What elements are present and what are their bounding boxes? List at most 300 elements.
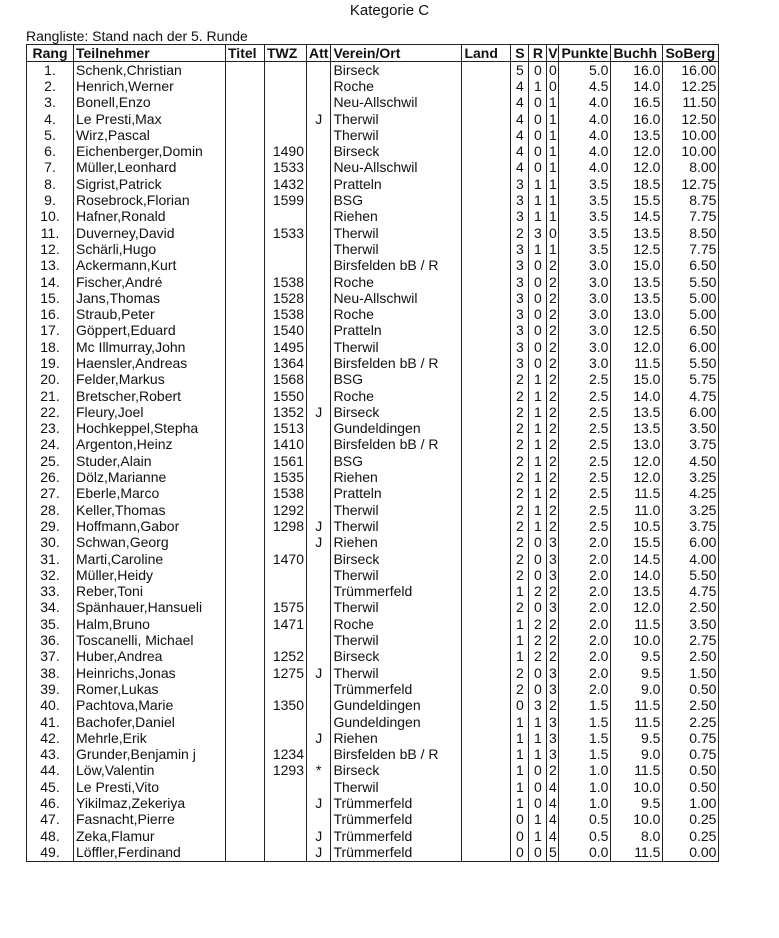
cell-titel xyxy=(226,437,265,453)
cell-s: 2 xyxy=(511,502,529,518)
cell-s: 0 xyxy=(511,812,529,828)
cell-verein: Therwil xyxy=(331,567,462,583)
cell-teilnehmer: Marti,Caroline xyxy=(74,551,226,567)
cell-titel xyxy=(226,600,265,616)
cell-verein: BSG xyxy=(331,192,462,208)
cell-v: 2 xyxy=(547,258,559,274)
cell-teilnehmer: Sigrist,Patrick xyxy=(74,176,226,192)
cell-twz xyxy=(265,111,307,127)
cell-land xyxy=(462,421,511,437)
cell-r: 0 xyxy=(529,681,547,697)
cell-punkte: 2.0 xyxy=(559,584,611,600)
cell-titel xyxy=(226,665,265,681)
col-header-teilnehmer: Teilnehmer xyxy=(74,45,226,62)
cell-r: 0 xyxy=(529,274,547,290)
cell-titel xyxy=(226,616,265,632)
cell-buchh: 16.0 xyxy=(611,111,663,127)
cell-rang: 38. xyxy=(27,665,74,681)
cell-s: 3 xyxy=(511,290,529,306)
cell-punkte: 3.5 xyxy=(559,192,611,208)
cell-r: 1 xyxy=(529,192,547,208)
cell-land xyxy=(462,681,511,697)
cell-punkte: 4.5 xyxy=(559,78,611,94)
cell-twz: 1352 xyxy=(265,404,307,420)
cell-s: 3 xyxy=(511,192,529,208)
cell-land xyxy=(462,241,511,257)
cell-r: 2 xyxy=(529,649,547,665)
page-subtitle: Rangliste: Stand nach der 5. Runde xyxy=(26,28,248,44)
cell-soberg: 6.00 xyxy=(663,535,719,551)
cell-rang: 24. xyxy=(27,437,74,453)
cell-att xyxy=(307,779,331,795)
cell-land xyxy=(462,95,511,111)
page-title: Kategorie C xyxy=(349,2,430,19)
cell-att xyxy=(307,649,331,665)
table-row xyxy=(27,62,719,79)
cell-soberg: 12.50 xyxy=(663,111,719,127)
cell-v: 4 xyxy=(547,779,559,795)
cell-v: 2 xyxy=(547,453,559,469)
cell-buchh: 12.5 xyxy=(611,323,663,339)
cell-soberg: 5.00 xyxy=(663,306,719,322)
col-header-att: Att xyxy=(307,45,331,62)
table-row xyxy=(27,404,719,420)
cell-att xyxy=(307,339,331,355)
cell-buchh: 13.5 xyxy=(611,127,663,143)
table-row xyxy=(27,225,719,241)
cell-verein: Trümmerfeld xyxy=(331,681,462,697)
cell-rang: 37. xyxy=(27,649,74,665)
cell-rang: 40. xyxy=(27,698,74,714)
cell-twz: 1599 xyxy=(265,192,307,208)
cell-rang: 35. xyxy=(27,616,74,632)
cell-rang: 10. xyxy=(27,209,74,225)
cell-land xyxy=(462,78,511,94)
table-row xyxy=(27,551,719,567)
cell-verein: Trümmerfeld xyxy=(331,795,462,811)
table-row xyxy=(27,486,719,502)
table-row xyxy=(27,584,719,600)
table-row xyxy=(27,209,719,225)
cell-titel xyxy=(226,62,265,79)
cell-punkte: 4.0 xyxy=(559,143,611,159)
cell-punkte: 1.5 xyxy=(559,746,611,762)
cell-s: 1 xyxy=(511,584,529,600)
cell-verein: Roche xyxy=(331,388,462,404)
cell-v: 1 xyxy=(547,192,559,208)
cell-v: 2 xyxy=(547,502,559,518)
cell-r: 1 xyxy=(529,486,547,502)
cell-att xyxy=(307,241,331,257)
cell-teilnehmer: Müller,Leonhard xyxy=(74,160,226,176)
cell-land xyxy=(462,795,511,811)
cell-buchh: 11.5 xyxy=(611,844,663,861)
cell-teilnehmer: Löffler,Ferdinand xyxy=(74,844,226,861)
cell-rang: 39. xyxy=(27,681,74,697)
cell-land xyxy=(462,355,511,371)
cell-land xyxy=(462,616,511,632)
cell-buchh: 13.5 xyxy=(611,404,663,420)
cell-twz: 1575 xyxy=(265,600,307,616)
cell-twz: 1538 xyxy=(265,274,307,290)
cell-r: 1 xyxy=(529,421,547,437)
cell-rang: 29. xyxy=(27,518,74,534)
cell-att xyxy=(307,486,331,502)
cell-teilnehmer: Schwan,Georg xyxy=(74,535,226,551)
cell-r: 1 xyxy=(529,518,547,534)
cell-verein: Birseck xyxy=(331,143,462,159)
cell-land xyxy=(462,730,511,746)
cell-teilnehmer: Henrich,Werner xyxy=(74,78,226,94)
cell-teilnehmer: Fischer,André xyxy=(74,274,226,290)
cell-buchh: 14.5 xyxy=(611,209,663,225)
cell-punkte: 2.0 xyxy=(559,551,611,567)
cell-titel xyxy=(226,795,265,811)
cell-s: 2 xyxy=(511,551,529,567)
col-header-soberg: SoBerg xyxy=(663,45,719,62)
cell-titel xyxy=(226,469,265,485)
cell-soberg: 0.75 xyxy=(663,730,719,746)
cell-s: 3 xyxy=(511,306,529,322)
table-row xyxy=(27,763,719,779)
cell-r: 0 xyxy=(529,127,547,143)
cell-punkte: 2.5 xyxy=(559,421,611,437)
cell-land xyxy=(462,763,511,779)
cell-land xyxy=(462,567,511,583)
cell-teilnehmer: Göppert,Eduard xyxy=(74,323,226,339)
cell-v: 0 xyxy=(547,225,559,241)
cell-verein: Birsfelden bB / R xyxy=(331,355,462,371)
cell-buchh: 18.5 xyxy=(611,176,663,192)
cell-buchh: 11.5 xyxy=(611,763,663,779)
cell-titel xyxy=(226,535,265,551)
cell-rang: 7. xyxy=(27,160,74,176)
cell-verein: Birseck xyxy=(331,551,462,567)
cell-buchh: 11.0 xyxy=(611,502,663,518)
cell-soberg: 2.50 xyxy=(663,600,719,616)
cell-punkte: 3.5 xyxy=(559,176,611,192)
cell-titel xyxy=(226,290,265,306)
cell-twz: 1495 xyxy=(265,339,307,355)
cell-buchh: 15.0 xyxy=(611,258,663,274)
cell-soberg: 7.75 xyxy=(663,209,719,225)
cell-teilnehmer: Haensler,Andreas xyxy=(74,355,226,371)
cell-r: 0 xyxy=(529,551,547,567)
cell-twz: 1538 xyxy=(265,306,307,322)
cell-v: 3 xyxy=(547,567,559,583)
cell-teilnehmer: Duverney,David xyxy=(74,225,226,241)
cell-v: 2 xyxy=(547,437,559,453)
cell-rang: 23. xyxy=(27,421,74,437)
cell-punkte: 1.5 xyxy=(559,714,611,730)
cell-twz: 1275 xyxy=(265,665,307,681)
col-header-rang: Rang xyxy=(27,45,74,62)
cell-twz xyxy=(265,844,307,861)
cell-verein: Therwil xyxy=(331,502,462,518)
cell-teilnehmer: Müller,Heidy xyxy=(74,567,226,583)
cell-rang: 45. xyxy=(27,779,74,795)
cell-soberg: 5.50 xyxy=(663,274,719,290)
cell-s: 5 xyxy=(511,62,529,79)
cell-att xyxy=(307,502,331,518)
cell-r: 0 xyxy=(529,844,547,861)
cell-titel xyxy=(226,339,265,355)
cell-verein: Birseck xyxy=(331,763,462,779)
col-header-r: R xyxy=(529,45,547,62)
cell-twz: 1298 xyxy=(265,518,307,534)
cell-v: 1 xyxy=(547,176,559,192)
cell-s: 2 xyxy=(511,388,529,404)
cell-titel xyxy=(226,567,265,583)
cell-punkte: 2.0 xyxy=(559,600,611,616)
cell-rang: 2. xyxy=(27,78,74,94)
cell-att xyxy=(307,372,331,388)
cell-twz: 1252 xyxy=(265,649,307,665)
cell-r: 0 xyxy=(529,665,547,681)
cell-att xyxy=(307,127,331,143)
cell-land xyxy=(462,535,511,551)
table-row xyxy=(27,388,719,404)
cell-s: 2 xyxy=(511,600,529,616)
cell-buchh: 9.5 xyxy=(611,649,663,665)
cell-rang: 16. xyxy=(27,306,74,322)
cell-s: 2 xyxy=(511,486,529,502)
table-row xyxy=(27,746,719,762)
cell-punkte: 2.5 xyxy=(559,518,611,534)
cell-soberg: 3.50 xyxy=(663,616,719,632)
cell-twz: 1533 xyxy=(265,225,307,241)
cell-titel xyxy=(226,551,265,567)
cell-twz: 1550 xyxy=(265,388,307,404)
cell-v: 2 xyxy=(547,355,559,371)
table-row xyxy=(27,258,719,274)
cell-soberg: 0.75 xyxy=(663,746,719,762)
cell-twz: 1561 xyxy=(265,453,307,469)
cell-att xyxy=(307,78,331,94)
cell-buchh: 11.5 xyxy=(611,714,663,730)
cell-r: 1 xyxy=(529,812,547,828)
cell-v: 2 xyxy=(547,616,559,632)
cell-soberg: 0.25 xyxy=(663,828,719,844)
cell-rang: 31. xyxy=(27,551,74,567)
cell-rang: 42. xyxy=(27,730,74,746)
cell-r: 0 xyxy=(529,160,547,176)
cell-r: 1 xyxy=(529,78,547,94)
cell-land xyxy=(462,469,511,485)
table-row xyxy=(27,779,719,795)
cell-verein: Riehen xyxy=(331,209,462,225)
cell-soberg: 11.50 xyxy=(663,95,719,111)
cell-verein: Therwil xyxy=(331,127,462,143)
cell-twz: 1533 xyxy=(265,160,307,176)
cell-att xyxy=(307,421,331,437)
cell-att xyxy=(307,746,331,762)
cell-r: 1 xyxy=(529,730,547,746)
cell-att: J xyxy=(307,518,331,534)
cell-punkte: 1.5 xyxy=(559,698,611,714)
cell-twz: 1513 xyxy=(265,421,307,437)
cell-v: 2 xyxy=(547,584,559,600)
cell-rang: 6. xyxy=(27,143,74,159)
cell-soberg: 3.75 xyxy=(663,518,719,534)
cell-punkte: 3.0 xyxy=(559,339,611,355)
cell-land xyxy=(462,828,511,844)
cell-r: 0 xyxy=(529,62,547,79)
cell-twz: 1410 xyxy=(265,437,307,453)
cell-punkte: 2.5 xyxy=(559,388,611,404)
cell-verein: Gundeldingen xyxy=(331,421,462,437)
cell-teilnehmer: Hoffmann,Gabor xyxy=(74,518,226,534)
cell-twz: 1234 xyxy=(265,746,307,762)
table-row xyxy=(27,469,719,485)
cell-v: 3 xyxy=(547,730,559,746)
cell-buchh: 11.5 xyxy=(611,698,663,714)
cell-twz: 1568 xyxy=(265,372,307,388)
cell-teilnehmer: Bonell,Enzo xyxy=(74,95,226,111)
cell-rang: 3. xyxy=(27,95,74,111)
cell-punkte: 2.5 xyxy=(559,372,611,388)
cell-twz xyxy=(265,241,307,257)
cell-rang: 8. xyxy=(27,176,74,192)
cell-v: 3 xyxy=(547,681,559,697)
cell-punkte: 2.0 xyxy=(559,567,611,583)
col-header-twz: TWZ xyxy=(265,45,307,62)
cell-buchh: 9.5 xyxy=(611,665,663,681)
cell-v: 0 xyxy=(547,62,559,79)
cell-r: 0 xyxy=(529,567,547,583)
cell-buchh: 14.0 xyxy=(611,78,663,94)
cell-verein: Therwil xyxy=(331,600,462,616)
cell-teilnehmer: Rosebrock,Florian xyxy=(74,192,226,208)
cell-r: 1 xyxy=(529,241,547,257)
cell-verein: Gundeldingen xyxy=(331,714,462,730)
cell-teilnehmer: Reber,Toni xyxy=(74,584,226,600)
cell-teilnehmer: Keller,Thomas xyxy=(74,502,226,518)
cell-s: 3 xyxy=(511,355,529,371)
cell-att xyxy=(307,567,331,583)
cell-titel xyxy=(226,258,265,274)
cell-s: 2 xyxy=(511,518,529,534)
cell-s: 4 xyxy=(511,143,529,159)
cell-att: J xyxy=(307,730,331,746)
cell-soberg: 12.25 xyxy=(663,78,719,94)
cell-v: 2 xyxy=(547,323,559,339)
cell-land xyxy=(462,339,511,355)
cell-att xyxy=(307,437,331,453)
cell-buchh: 16.5 xyxy=(611,95,663,111)
cell-punkte: 1.5 xyxy=(559,730,611,746)
cell-teilnehmer: Fasnacht,Pierre xyxy=(74,812,226,828)
cell-v: 3 xyxy=(547,714,559,730)
cell-land xyxy=(462,486,511,502)
cell-r: 1 xyxy=(529,209,547,225)
cell-r: 0 xyxy=(529,763,547,779)
table-row xyxy=(27,535,719,551)
cell-punkte: 0.5 xyxy=(559,812,611,828)
cell-rang: 27. xyxy=(27,486,74,502)
cell-v: 2 xyxy=(547,518,559,534)
cell-s: 3 xyxy=(511,258,529,274)
cell-r: 0 xyxy=(529,143,547,159)
cell-att xyxy=(307,812,331,828)
cell-r: 2 xyxy=(529,584,547,600)
cell-att xyxy=(307,306,331,322)
cell-titel xyxy=(226,844,265,861)
cell-att xyxy=(307,584,331,600)
cell-twz xyxy=(265,681,307,697)
cell-soberg: 5.75 xyxy=(663,372,719,388)
table-row xyxy=(27,730,719,746)
cell-rang: 43. xyxy=(27,746,74,762)
cell-titel xyxy=(226,78,265,94)
cell-buchh: 15.5 xyxy=(611,535,663,551)
cell-v: 4 xyxy=(547,828,559,844)
table-row xyxy=(27,600,719,616)
cell-punkte: 0.5 xyxy=(559,828,611,844)
cell-s: 1 xyxy=(511,632,529,648)
cell-buchh: 13.5 xyxy=(611,290,663,306)
cell-v: 1 xyxy=(547,95,559,111)
cell-titel xyxy=(226,225,265,241)
cell-titel xyxy=(226,779,265,795)
cell-buchh: 14.5 xyxy=(611,551,663,567)
cell-s: 1 xyxy=(511,795,529,811)
cell-s: 2 xyxy=(511,453,529,469)
cell-twz xyxy=(265,95,307,111)
cell-buchh: 13.5 xyxy=(611,274,663,290)
cell-rang: 22. xyxy=(27,404,74,420)
cell-s: 3 xyxy=(511,339,529,355)
cell-rang: 36. xyxy=(27,632,74,648)
cell-verein: Trümmerfeld xyxy=(331,584,462,600)
cell-land xyxy=(462,225,511,241)
cell-r: 0 xyxy=(529,779,547,795)
cell-rang: 48. xyxy=(27,828,74,844)
cell-rang: 44. xyxy=(27,763,74,779)
table-row xyxy=(27,160,719,176)
table-row xyxy=(27,828,719,844)
cell-s: 4 xyxy=(511,78,529,94)
table-row xyxy=(27,665,719,681)
cell-titel xyxy=(226,763,265,779)
cell-verein: Birseck xyxy=(331,62,462,79)
cell-punkte: 2.0 xyxy=(559,632,611,648)
cell-s: 2 xyxy=(511,535,529,551)
cell-land xyxy=(462,844,511,861)
cell-teilnehmer: Grunder,Benjamin j xyxy=(74,746,226,762)
cell-v: 1 xyxy=(547,209,559,225)
cell-v: 2 xyxy=(547,469,559,485)
cell-land xyxy=(462,62,511,79)
cell-rang: 18. xyxy=(27,339,74,355)
cell-s: 1 xyxy=(511,779,529,795)
cell-att xyxy=(307,192,331,208)
cell-v: 3 xyxy=(547,746,559,762)
cell-punkte: 2.5 xyxy=(559,404,611,420)
cell-buchh: 9.0 xyxy=(611,746,663,762)
cell-att: J xyxy=(307,404,331,420)
cell-land xyxy=(462,306,511,322)
col-header-v: V xyxy=(548,44,558,61)
cell-titel xyxy=(226,421,265,437)
cell-r: 1 xyxy=(529,502,547,518)
table-row xyxy=(27,339,719,355)
cell-verein: Therwil xyxy=(331,111,462,127)
cell-soberg: 1.50 xyxy=(663,665,719,681)
table-row xyxy=(27,241,719,257)
cell-soberg: 4.00 xyxy=(663,551,719,567)
cell-soberg: 8.75 xyxy=(663,192,719,208)
